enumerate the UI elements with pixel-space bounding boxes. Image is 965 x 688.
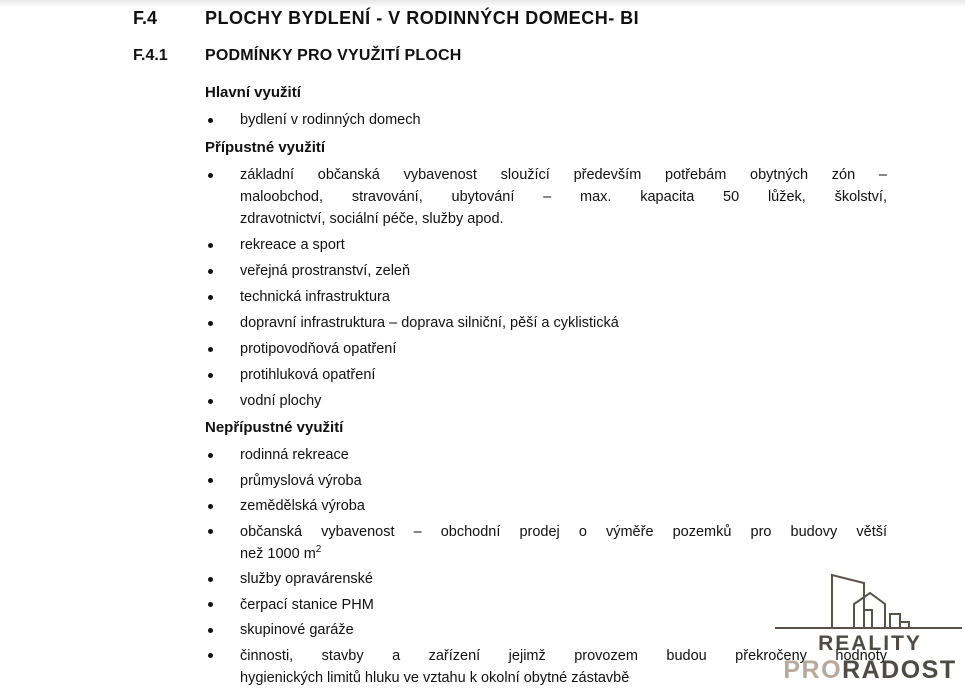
subchapter-title: PODMÍNKY PRO VYUŽITÍ PLOCH	[205, 47, 462, 64]
bullet-list	[205, 109, 887, 131]
sections	[205, 82, 887, 688]
list-item-line: bydlení v rodinných domech	[240, 112, 421, 128]
logo-text-radost: RADOST	[842, 656, 957, 684]
list-item-line: než 1000 $m^2$	[240, 543, 322, 562]
list-item-line: průmyslová výroba	[240, 472, 362, 489]
list-item-line: skupinové garáže	[240, 622, 354, 638]
list-item	[205, 164, 887, 230]
list-item	[205, 390, 887, 412]
list-item-line: veřejná prostranství, zeleň	[240, 263, 411, 279]
list-item-line: technická infrastruktura	[240, 289, 390, 305]
list-item	[205, 645, 887, 688]
list-item	[205, 109, 887, 131]
list-item	[205, 619, 887, 641]
section-title: Hlavní využití	[205, 84, 301, 101]
list-item	[205, 286, 887, 308]
list-item	[205, 444, 887, 466]
list-item-line: činnosti, stavby a zařízení jejimž provozem budou překročeny hodnoty	[240, 647, 887, 664]
list-item-line: občanská vybavenost – obchodní prodej o výměře pozemků pro budovy větší	[240, 523, 887, 540]
chapter-number: F.4	[133, 8, 158, 28]
list-item-line: zemědělská výroba	[240, 498, 365, 514]
list-item-line: vodní plochy	[240, 393, 322, 409]
list-item-line: rodinná rekreace	[240, 447, 349, 463]
list-item	[205, 234, 887, 256]
subchapter-number: F.4.1	[133, 47, 168, 64]
chapter-title: PLOCHY BYDLENÍ - V RODINNÝCH DOMECH- BI	[205, 8, 640, 28]
list-item-line: služby opravárenské	[240, 571, 373, 587]
logo-text-reality: REALITY	[818, 632, 922, 655]
usage-section	[205, 82, 887, 131]
list-item	[205, 470, 887, 492]
list-item	[205, 594, 887, 616]
section-title: Přípustné využití	[205, 139, 326, 156]
list-item-line: protihluková opatření	[240, 367, 376, 383]
list-item-line: maloobchod, stravování, ubytování – max. kapacita 50 lůžek, školství,	[240, 189, 887, 205]
list-item	[205, 364, 887, 386]
bullet-list	[205, 164, 887, 412]
list-item-line: rekreace a sport	[240, 237, 345, 253]
list-item-line: základní občanská vybavenost sloužící především potřebám obytných zón –	[240, 167, 887, 183]
list-item	[205, 260, 887, 282]
list-item	[205, 568, 887, 590]
list-item	[205, 495, 887, 517]
list-item-line: dopravní infrastruktura – doprava silniční, pěší a cyklistická	[240, 315, 619, 331]
chapter-heading	[133, 6, 965, 30]
list-item-line: protipovodňová opatření	[240, 341, 397, 357]
subchapter-heading	[133, 46, 965, 66]
usage-section	[205, 137, 887, 412]
bullet-list	[205, 444, 887, 688]
list-item-line: zdravotnictví, sociální péče, služby apod.	[240, 211, 504, 227]
list-item-line: hygienických limitů hluku ve vztahu k okolní obytné zástavbě	[240, 669, 630, 686]
list-item	[205, 338, 887, 360]
section-title: Nepřípustné využití	[205, 419, 344, 436]
list-item	[205, 312, 887, 334]
list-item	[205, 521, 887, 565]
usage-section	[205, 417, 887, 688]
logo-text-pro: PRO	[783, 656, 843, 684]
list-item-line: čerpací stanice PHM	[240, 596, 374, 613]
